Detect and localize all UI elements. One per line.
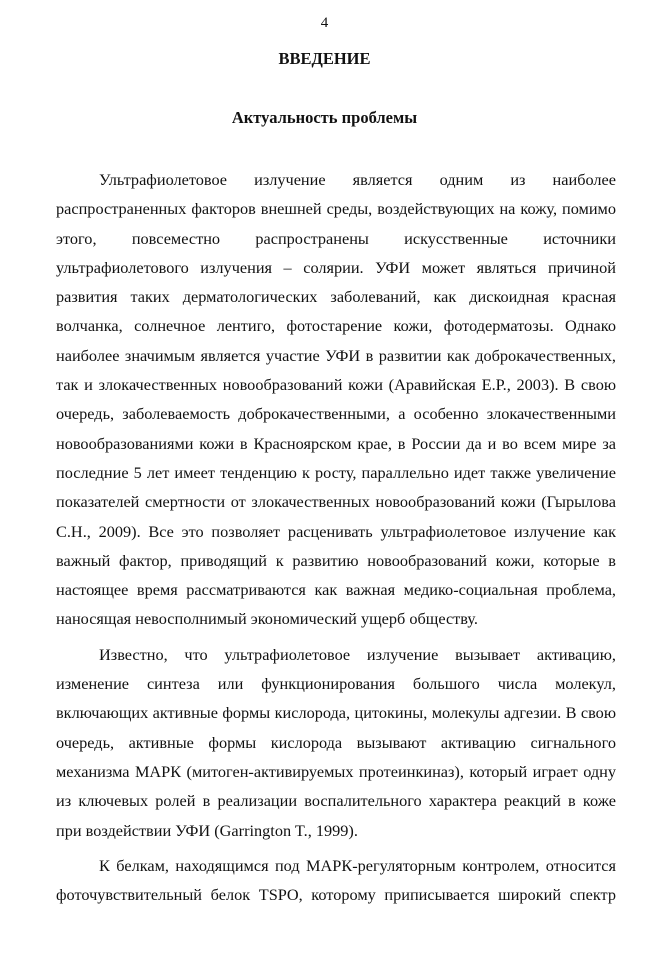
body-text: [56, 165, 616, 909]
text-line: из ключевых ролей в реализации воспалительного характера реакций в коже: [56, 791, 616, 811]
text-line: очередь, заболеваемость доброкачественными, а особенно злокачественными: [56, 404, 616, 424]
text-line: наносящая невосполнимый экономический ущерб обществу.: [56, 609, 479, 629]
text-line: так и злокачественных новообразований кожи (Аравийская Е.Р., 2003). В свою: [56, 375, 616, 395]
text-line: волчанка, солнечное лентиго, фотостарение кожи, фотодерматозы. Однако: [56, 316, 616, 336]
subsection-heading: Актуальность проблемы: [231, 108, 418, 127]
paragraph: [56, 640, 616, 845]
text-line: фоточувствительный белок TSPO, которому приписывается широкий спектр: [56, 885, 616, 905]
text-line: важный фактор, приводящий к развитию новообразований кожи, которые в: [56, 550, 616, 570]
text-line: последние 5 лет имеет тенденцию к росту, параллельно идет также увеличение: [56, 462, 616, 482]
text-line: К белкам, находящимся под МАРК-регуляторным контролем, относится: [99, 855, 616, 875]
text-line: при воздействии УФИ (Garrington T., 1999).: [56, 820, 358, 840]
text-line: С.Н., 2009). Все это позволяет расценивать ультрафиолетовое излучение как: [56, 521, 616, 541]
paragraph: [56, 851, 616, 910]
paragraph: [56, 165, 616, 634]
text-line: распространенных факторов внешней среды, воздействующих на кожу, помимо: [56, 199, 616, 219]
text-line: этого, повсеместно распространены искусственные источники: [56, 228, 616, 248]
text-line: показателей смертности от злокачественных новообразований кожи (Гырылова: [56, 492, 616, 512]
text-line: механизма МАРК (митоген-активируемых протеинкиназ), который играет одну: [56, 761, 616, 781]
text-line: наиболее значимым является участие УФИ в развитии как доброкачественных,: [56, 345, 616, 365]
text-line: настоящее время рассматриваются как важная медико-социальная проблема,: [56, 580, 616, 600]
text-line: очередь, активные формы кислорода вызывают активацию сигнального: [56, 732, 616, 752]
text-line: новообразованиями кожи в Красноярском крае, в России да и во всем мире за: [56, 433, 616, 453]
text-line: развития таких дерматологических заболеваний, как дискоидная красная: [56, 287, 616, 307]
text-line: Известно, что ультрафиолетовое излучение вызывает активацию,: [99, 644, 616, 664]
text-line: включающих активные формы кислорода, цитокины, молекулы адгезии. В свою: [56, 703, 616, 723]
text-line: Ультрафиолетовое излучение является одним из наиболее: [99, 170, 616, 189]
text-line: ультрафиолетового излучения – солярии. УФИ может являться причиной: [56, 257, 616, 277]
page-number: 4: [320, 15, 329, 31]
section-heading: ВВЕДЕНИЕ: [278, 49, 371, 68]
text-line: изменение синтеза или функционирования большого числа молекул,: [56, 674, 616, 694]
